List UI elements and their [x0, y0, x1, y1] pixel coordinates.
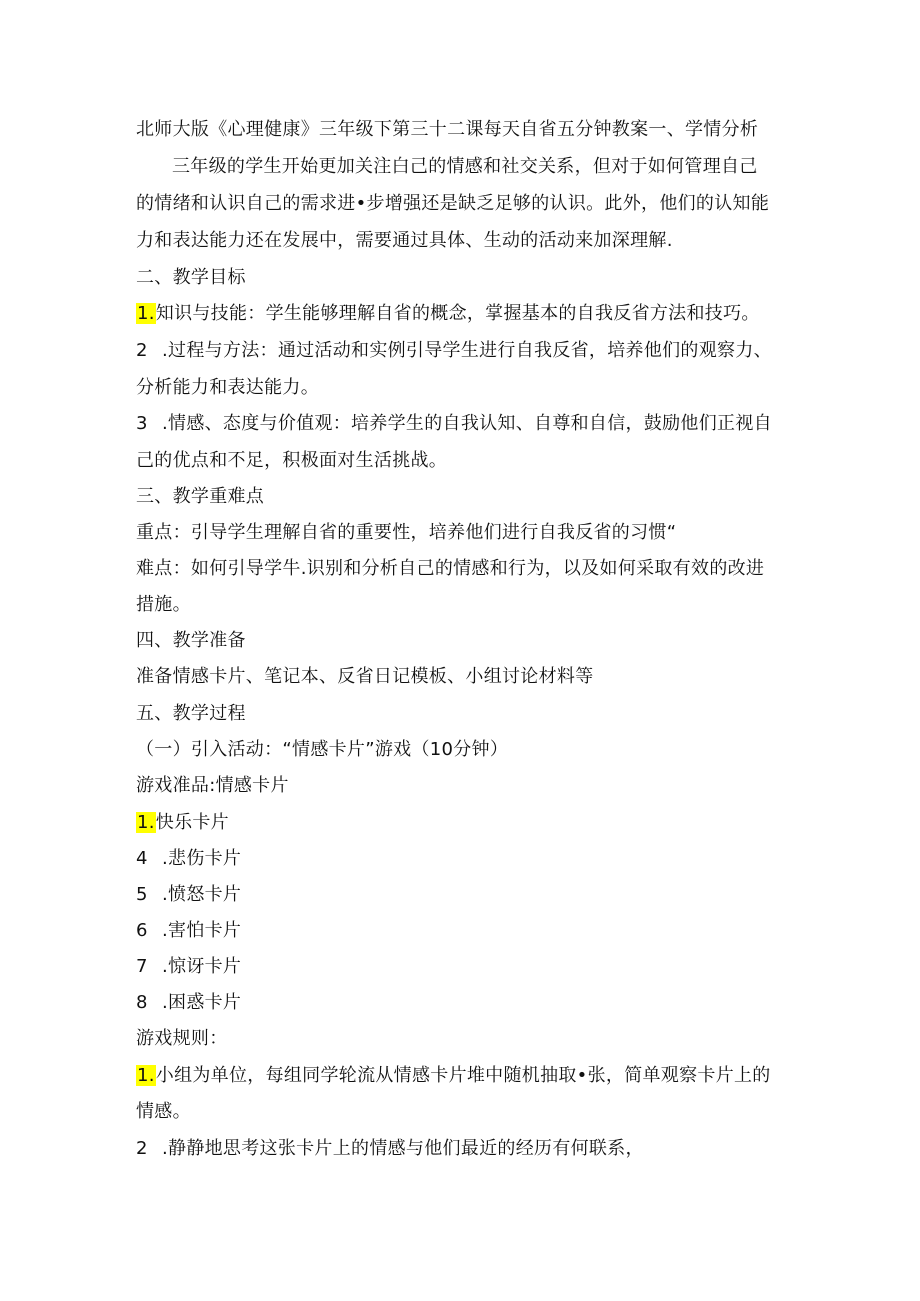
goal-item-3-text: .情感、态度与价值观：培养学生的自我认知、自尊和自信，鼓励他们正视自 [162, 413, 772, 434]
card-item [136, 811, 229, 835]
card-label: 快乐卡片 [155, 812, 229, 833]
rule-item-1-text: 小组为单位，每组同学轮流从情感卡片堆中随机抽取•张，简单观察卡片上的 [155, 1065, 771, 1086]
rule-item-1 [136, 1064, 771, 1088]
goal-item-2-text: .过程与方法：通过活动和实例引导学生进行自我反省，培养他们的观察力、 [162, 340, 772, 361]
goal-item-1-text: 知识与技能：学生能够理解自省的概念，掌握基本的自我反省方法和技巧。 [155, 303, 760, 324]
section-heading-preparation: 四、教学准备 [136, 630, 246, 651]
goal-item-3 [136, 412, 772, 436]
rules-heading: 游戏规则： [136, 1028, 228, 1049]
section-heading-keypoints: 三、教学重难点 [136, 486, 265, 507]
list-number: 7 [136, 956, 148, 977]
difficult-point-cont: 措施。 [136, 594, 191, 615]
activity-heading: （一）引入活动：“情感卡片”游戏（10分钟） [136, 739, 509, 760]
rule-item-1-cont: 情感。 [136, 1101, 191, 1122]
document-title: 北师大版《心理健康》三年级下第三十二课每天自省五分钟教案一、学情分析 [136, 119, 759, 140]
intro-line-3: 力和表达能力还在发展中，需要通过具体、生动的活动来加深理解. [136, 230, 673, 251]
section-heading-goals: 二、教学目标 [136, 267, 246, 288]
card-item [136, 919, 241, 943]
list-number-highlight: 1. [137, 303, 155, 324]
card-label: .惊讶卡片 [162, 956, 242, 977]
card-label: .悲伤卡片 [162, 848, 242, 869]
list-number: 4 [136, 848, 148, 869]
materials-text: 游戏准品:情感卡片 [136, 775, 289, 796]
card-item [136, 955, 241, 979]
intro-line-2: 的情绪和认识自己的需求进•步增强还是缺乏足够的认识。此外，他们的认知能 [136, 193, 770, 214]
list-number: 5 [136, 884, 148, 905]
preparation-text: 准备情感卡片、笔记本、反省日记模板、小组讨论材料等 [136, 666, 594, 687]
goal-item-1 [136, 302, 760, 326]
list-number: 3 [136, 413, 148, 434]
list-number: 8 [136, 992, 148, 1013]
list-number: 2 [136, 340, 148, 361]
card-label: .害怕卡片 [162, 920, 242, 941]
key-point: 重点：引导学生理解自省的重要性，培养他们进行自我反省的习惯“ [136, 522, 677, 543]
card-item [136, 883, 241, 907]
card-item [136, 991, 241, 1015]
goal-item-2 [136, 339, 772, 363]
section-heading-process: 五、教学过程 [136, 703, 246, 724]
difficult-point: 难点：如何引导学牛.识别和分析自己的情感和行为，以及如何采取有效的改进 [136, 558, 765, 579]
list-number-highlight: 1. [137, 812, 155, 833]
list-number: 2 [136, 1138, 148, 1159]
list-number: 6 [136, 920, 148, 941]
list-number-highlight: 1. [137, 1065, 155, 1086]
intro-line-1: 三年级的学生开始更加关注白己的情感和社交关系，但对于如何管理自己 [172, 156, 758, 177]
rule-item-2-text: .静静地思考这张卡片上的情感与他们最近的经历有何联系， [162, 1138, 644, 1159]
goal-item-2-cont: 分析能力和表达能力。 [136, 377, 319, 398]
goal-item-3-cont: 己的优点和不足，积极面对生活挑战。 [136, 450, 448, 471]
rule-item-2 [136, 1137, 644, 1161]
card-label: .愤怒卡片 [162, 884, 242, 905]
card-item [136, 847, 241, 871]
card-label: .困惑卡片 [162, 992, 242, 1013]
